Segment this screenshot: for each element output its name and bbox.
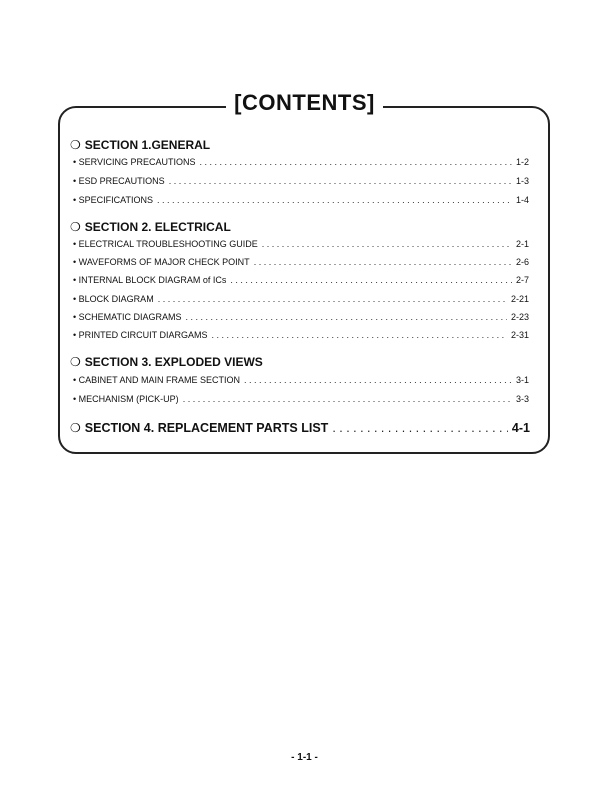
section-4-heading[interactable]: ❍ SECTION 4. REPLACEMENT PARTS LIST . . . 4-1 (70, 421, 530, 435)
toc-item[interactable]: • SERVICING PRECAUTIONS . . . 1-2 (73, 156, 529, 168)
page-number: - 1-1 - (291, 752, 318, 763)
toc-item[interactable]: • PRINTED CIRCUIT DIARGAMS . . . 2-31 (73, 329, 529, 341)
bullet-icon: • (73, 375, 77, 385)
toc-item[interactable]: • ELECTRICAL TROUBLESHOOTING GUIDE . . . 2-1 (73, 238, 529, 250)
bullet-icon: • (73, 176, 77, 186)
toc-item[interactable]: • SPECIFICATIONS . . . 1-4 (73, 194, 529, 206)
bullet-icon: • (73, 239, 77, 249)
toc-item[interactable]: • INTERNAL BLOCK DIAGRAM of ICs . . . 2-7 (73, 274, 529, 286)
bullet-icon: • (73, 312, 77, 322)
bullet-icon: • (73, 195, 77, 205)
toc-item[interactable]: • WAVEFORMS OF MAJOR CHECK POINT . . . 2-6 (73, 256, 529, 268)
toc-item[interactable]: • BLOCK DIAGRAM . . . 2-21 (73, 293, 529, 305)
section-2-heading[interactable]: ❍ SECTION 2. ELECTRICAL (70, 220, 231, 234)
circle-bullet-icon: ❍ (70, 355, 81, 369)
section-1-heading[interactable]: ❍ SECTION 1.GENERAL (70, 138, 211, 152)
bullet-icon: • (73, 257, 77, 267)
bullet-icon: • (73, 394, 77, 404)
toc-item[interactable]: • MECHANISM (PICK-UP) . . . 3-3 (73, 393, 529, 405)
toc-item[interactable]: • CABINET AND MAIN FRAME SECTION . . . 3-1 (73, 374, 529, 386)
circle-bullet-icon: ❍ (70, 220, 81, 234)
bullet-icon: • (73, 330, 77, 340)
bullet-icon: • (73, 275, 77, 285)
bullet-icon: • (73, 157, 77, 167)
circle-bullet-icon: ❍ (70, 138, 81, 152)
toc-item[interactable]: • ESD PRECAUTIONS . . . 1-3 (73, 175, 529, 187)
section-3-heading[interactable]: ❍ SECTION 3. EXPLODED VIEWS (70, 355, 263, 369)
bullet-icon: • (73, 294, 77, 304)
toc-item[interactable]: • SCHEMATIC DIAGRAMS . . . 2-23 (73, 311, 529, 323)
page-title: [CONTENTS] (0, 86, 609, 120)
circle-bullet-icon: ❍ (70, 421, 81, 435)
